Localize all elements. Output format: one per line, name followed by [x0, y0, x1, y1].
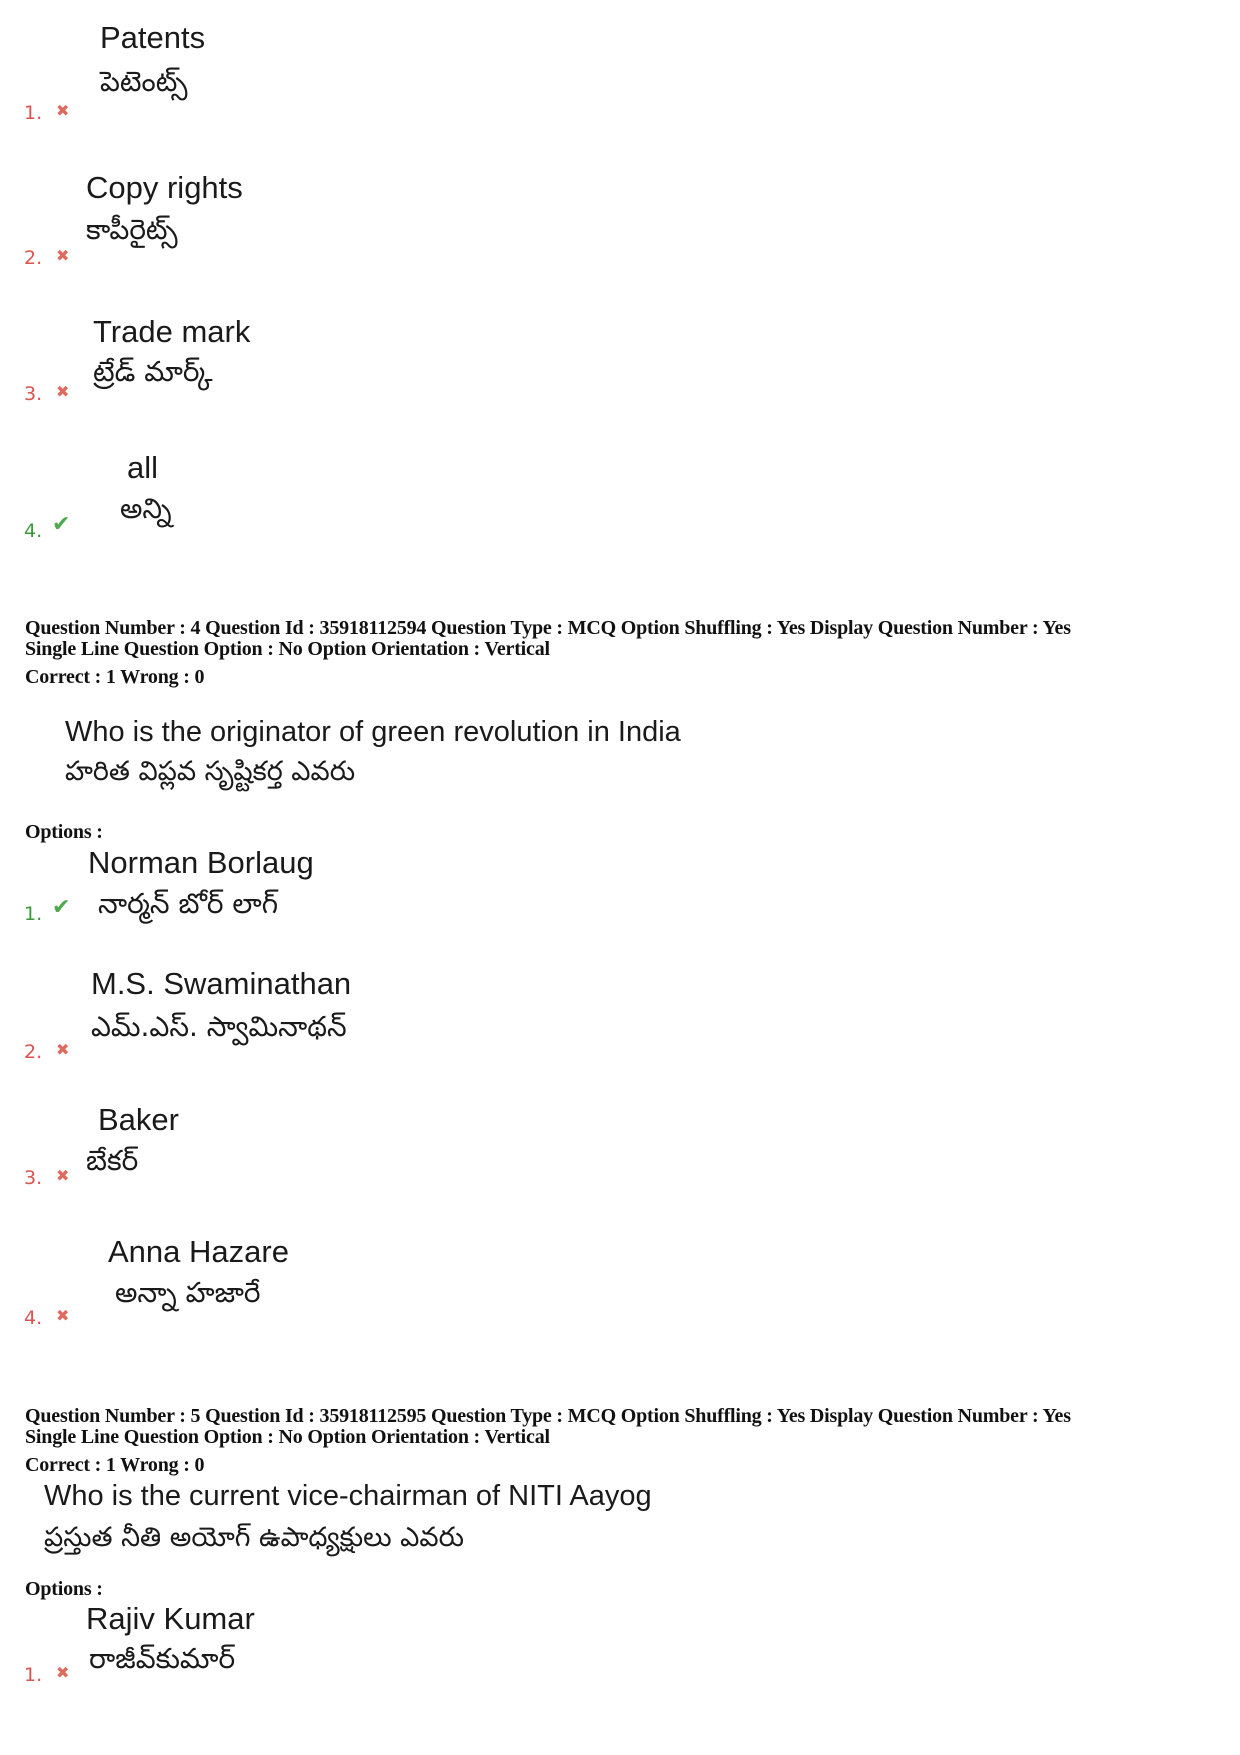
question-text-te: ప్రస్తుత నీతి అయోగ్ ఉపాధ్యక్షులు ఎవరు — [44, 1522, 464, 1553]
options-label: Options : — [25, 821, 103, 843]
question-marks: Correct : 1 Wrong : 0 — [25, 1454, 205, 1476]
option-number: 1. — [24, 903, 43, 925]
check-icon: ✔ — [52, 895, 71, 920]
question-meta: Question Number : 4 Question Id : 35918112594 Question Type : MCQ Option Shuffling : Yes Display Question Number : Yes — [25, 617, 1071, 639]
option-text-en: Patents — [100, 20, 206, 55]
cross-icon: ✖ — [56, 246, 70, 265]
option-text-te: అన్నా హజారే — [115, 1276, 261, 1309]
option-text-en: Rajiv Kumar — [86, 1601, 255, 1636]
option-number: 4. — [24, 1307, 43, 1329]
option-text-en: M.S. Swaminathan — [91, 966, 352, 1001]
option-text-en: Trade mark — [93, 314, 251, 349]
question-text-en: Who is the originator of green revolution in India — [65, 716, 681, 748]
option-text-te: ఎమ్.ఎస్. స్వామినాథన్ — [91, 1010, 347, 1043]
cross-icon: ✖ — [56, 1040, 70, 1059]
cross-icon: ✖ — [56, 101, 70, 120]
option-text-te: ట్రేడ్ మార్క్ — [93, 355, 213, 388]
question-marks: Correct : 1 Wrong : 0 — [25, 666, 205, 688]
option-text-en: Norman Borlaug — [88, 845, 314, 880]
option-text-te: పెటెంట్స్ — [100, 65, 188, 98]
options-label: Options : — [25, 1578, 103, 1600]
option-text-te: అన్ని — [120, 492, 172, 525]
option-text-te: రాజీవ్‌కుమార్ — [89, 1642, 236, 1675]
option-number: 2. — [24, 247, 43, 269]
question-meta: Question Number : 5 Question Id : 35918112595 Question Type : MCQ Option Shuffling : Yes Display Question Number : Yes — [25, 1405, 1071, 1427]
question-meta: Single Line Question Option : No Option Orientation : Vertical — [25, 638, 550, 660]
option-text-te: కాపీరైట్స్ — [86, 213, 178, 246]
question-text-te: హరిత విప్లవ సృష్టికర్త ఎవరు — [65, 756, 356, 787]
option-number: 1. — [24, 102, 43, 124]
option-number: 2. — [24, 1041, 43, 1063]
option-text-en: all — [127, 450, 159, 485]
option-text-te: బేకర్ — [86, 1144, 139, 1177]
option-text-en: Copy rights — [86, 170, 243, 205]
option-text-en: Baker — [98, 1102, 179, 1137]
option-number: 4. — [24, 520, 43, 542]
option-text-en: Anna Hazare — [108, 1234, 289, 1269]
question-meta: Single Line Question Option : No Option Orientation : Vertical — [25, 1426, 550, 1448]
cross-icon: ✖ — [56, 1166, 70, 1185]
cross-icon: ✖ — [56, 1306, 70, 1325]
check-icon: ✔ — [52, 512, 71, 537]
question-text-en: Who is the current vice-chairman of NITI Aayog — [44, 1480, 652, 1512]
option-number: 3. — [24, 1167, 43, 1189]
cross-icon: ✖ — [56, 1663, 70, 1682]
option-number: 1. — [24, 1664, 43, 1686]
cross-icon: ✖ — [56, 382, 70, 401]
option-number: 3. — [24, 383, 43, 405]
option-text-te: నార్మన్ బోర్ లాగ్ — [98, 887, 279, 920]
